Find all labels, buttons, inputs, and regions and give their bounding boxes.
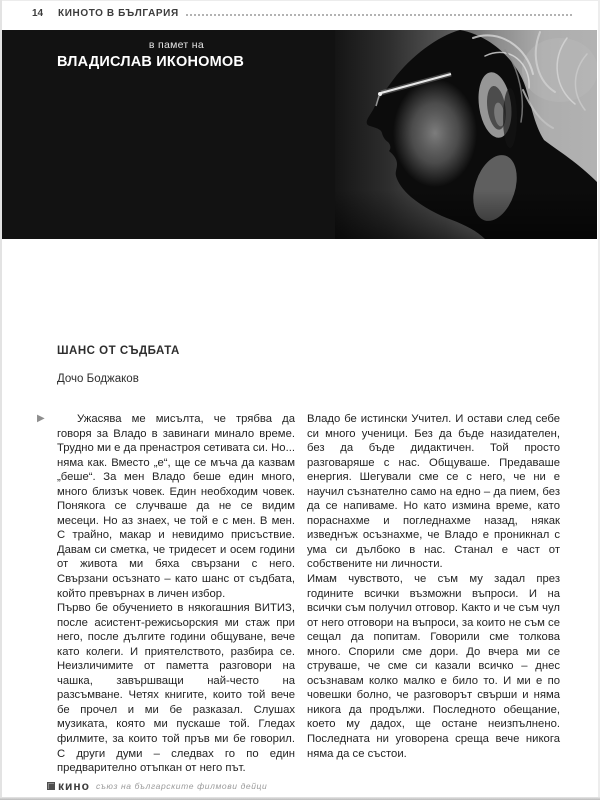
banner-text-block bbox=[57, 39, 245, 70]
running-header bbox=[32, 8, 572, 19]
page-edge bbox=[0, 0, 2, 800]
body-paragraph: Ужасява ме мисълта, че трябва да говоря за Владо в завинаги минало време. Трудно ми е да пренастроя сетивата си. Но... няма как. Вместо „е“, ще се мъча да казвам „беше“. За мен Владо беше един много, много близък човек. Един необходим човек. Понякога се случваше да не се видим месеци. Но аз знаех, че той е с мен. В мен. С трайно, макар и невидимо присъствие. Давам си сметка, че тридесет и осем години от живота ми бяха свързани с него. Свързани осъзнато – като шанс от съдбата, който превърнах в личен избор. bbox=[57, 413, 295, 600]
body-paragraph: Имам чувството, че съм му задал през годините всички възможни въпроси. И на всички съм получил отговор. Както и че съм чул от него отговори на въпроси, за които не съм се сещал да попитам. Говорили сме толкова много. Спорили сме дори. До вчера ми се струваше, че сме си казали всичко – днес осъзнавам колко малко е било то. И ми е по човешки болно, че разговорът свърши и няма никога да продължи. Последното обещание, което му дадох, ще остане неизпълнено. Последната ни уговорена среща вече никога няма да се състои. bbox=[307, 573, 560, 760]
page-number: 14 bbox=[32, 8, 44, 19]
banner-name: ВЛАДИСЛАВ ИКОНОМОВ bbox=[57, 54, 245, 70]
column-right bbox=[307, 412, 560, 776]
section-title: КИНОТО В БЪЛГАРИЯ bbox=[58, 8, 179, 19]
portrait-photo bbox=[335, 30, 597, 239]
memorial-banner bbox=[0, 30, 597, 239]
body-paragraph: Първо бе обучението в някогашния ВИТИЗ, после асистент-режисьорския ми стаж при него, после дългите години общуване, вече като колеги. И приятелството, разбира се. Неизличимите от паметта разговори на чашка, завършващи най-често на разсъмване. Четях книгите, които той вече бе прочел и ми бе разказал. Слушах музиката, която ми пускаше той. Гледах филмите, за които той пръв ми бе говорил. С други думи – следвах го по един предварително отъпкан от него път. bbox=[57, 602, 295, 775]
paragraph-marker-icon: ▶ bbox=[37, 413, 45, 424]
page-footer bbox=[47, 781, 267, 791]
article-body bbox=[37, 412, 560, 776]
column-left bbox=[37, 412, 295, 776]
portrait-photo-illustration bbox=[335, 30, 597, 239]
footer-tagline: съюз на българските филмови дейци bbox=[95, 781, 268, 791]
body-paragraph: Владо бе истински Учител. И остави след себе си много ученици. Без да бъде назидателен, без да бъде дидактичен. Той просто разговаряше с нас. Общуваше. Предаваше енергия. Шегували сме се с него, че ни е научил съзнателно само на едно – да пием, без да се напиваме. Но като измина време, като пораснахме и погледнахме назад, някак изведнъж осъзнахме, че Владо е проникнал с ума си дълбоко в нас. Станал е част от собствените ни личности. bbox=[307, 413, 560, 571]
footer-logo: кино bbox=[58, 779, 90, 793]
article-title: ШАНС ОТ СЪДБАТА bbox=[57, 345, 180, 357]
film-square-icon bbox=[47, 782, 55, 790]
dotted-leader bbox=[185, 14, 572, 16]
article-author: Дочо Боджаков bbox=[57, 373, 139, 385]
banner-eyebrow: в памет на bbox=[148, 39, 204, 51]
